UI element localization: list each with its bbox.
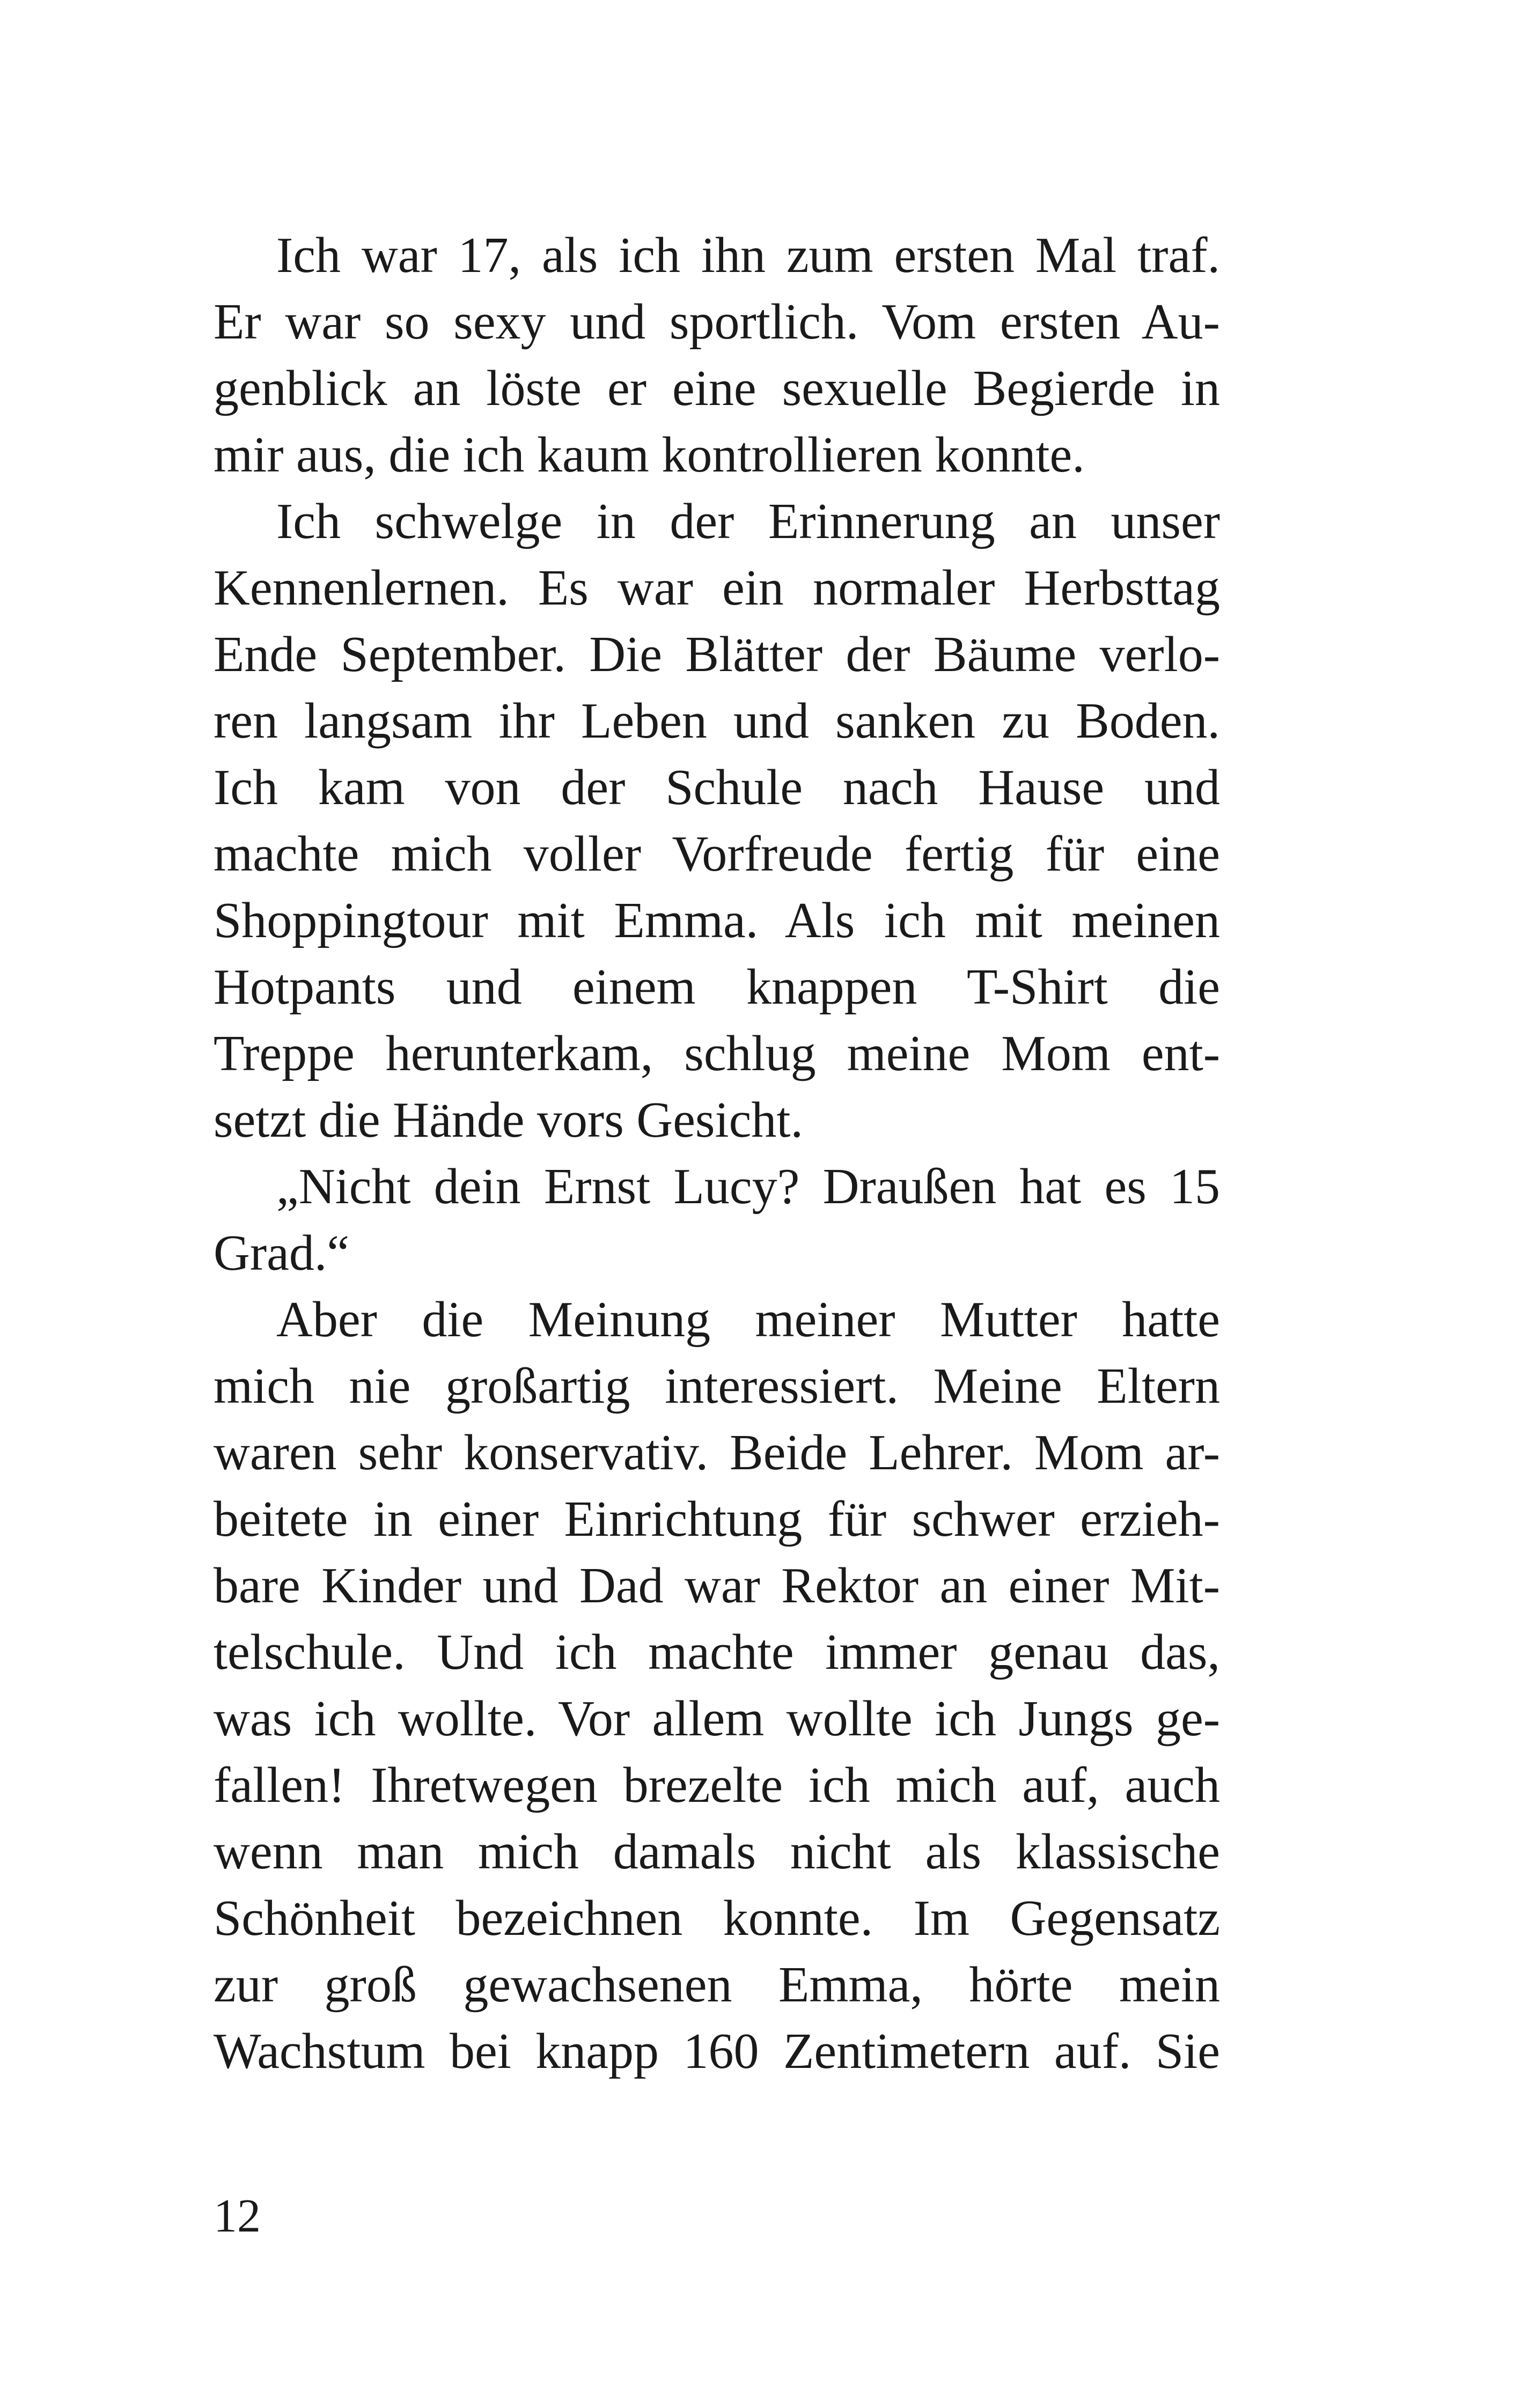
text-line: Shoppingtour mit Emma. Als ich mit meinen [214,893,1220,948]
text-line: Hotpants und einem knappen T-Shirt die [214,959,1220,1015]
text-line: was ich wollte. Vor allem wollte ich Jungs ge- [214,1691,1220,1747]
text-line: Ich schwelge in der Erinnerung an unser [276,494,1220,549]
text-line: waren sehr konservativ. Beide Lehrer. Mom ar- [214,1425,1220,1481]
text-line: Aber die Meinung meiner Mutter hatte [276,1292,1220,1347]
text-line: mich nie großartig interessiert. Meine Eltern [214,1358,1220,1414]
text-line: Grad.“ [214,1225,350,1281]
text-line: zur groß gewachsenen Emma, hörte mein [214,1957,1220,2013]
text-line: mir aus, die ich kaum kontrollieren konnte. [214,427,1085,483]
text-line: machte mich voller Vorfreude fertig für eine [214,826,1220,882]
text-line: ren langsam ihr Leben und sanken zu Boden. [214,693,1220,749]
text-line: wenn man mich damals nicht als klassische [214,1824,1220,1880]
text-line: Treppe herunterkam, schlug meine Mom ent- [214,1026,1220,1081]
text-line: Ende September. Die Blätter der Bäume verlo- [214,627,1220,682]
text-line: Kennenlernen. Es war ein normaler Herbsttag [214,560,1220,616]
text-line: Er war so sexy und sportlich. Vom ersten Au- [214,294,1220,350]
page-number: 12 [214,2190,261,2242]
text-line: setzt die Hände vors Gesicht. [214,1092,803,1148]
text-line: Ich war 17, als ich ihn zum ersten Mal traf. [276,227,1220,283]
text-line: fallen! Ihretwegen brezelte ich mich auf, auch [214,1757,1220,1813]
text-line: Ich kam von der Schule nach Hause und [214,760,1220,815]
text-line: „Nicht dein Ernst Lucy? Draußen hat es 15 [276,1159,1220,1214]
text-line: Schönheit bezeichnen konnte. Im Gegensatz [214,1890,1220,1946]
text-line: genblick an löste er eine sexuelle Begierde in [214,360,1220,416]
text-line: beitete in einer Einrichtung für schwer erzieh- [214,1491,1220,1547]
body-text [214,222,1220,2085]
text-line: Wachstum bei knapp 160 Zentimetern auf. Sie [214,2023,1220,2079]
text-line: telschule. Und ich machte immer genau das, [214,1624,1220,1680]
text-line: bare Kinder und Dad war Rektor an einer Mit- [214,1558,1220,1614]
